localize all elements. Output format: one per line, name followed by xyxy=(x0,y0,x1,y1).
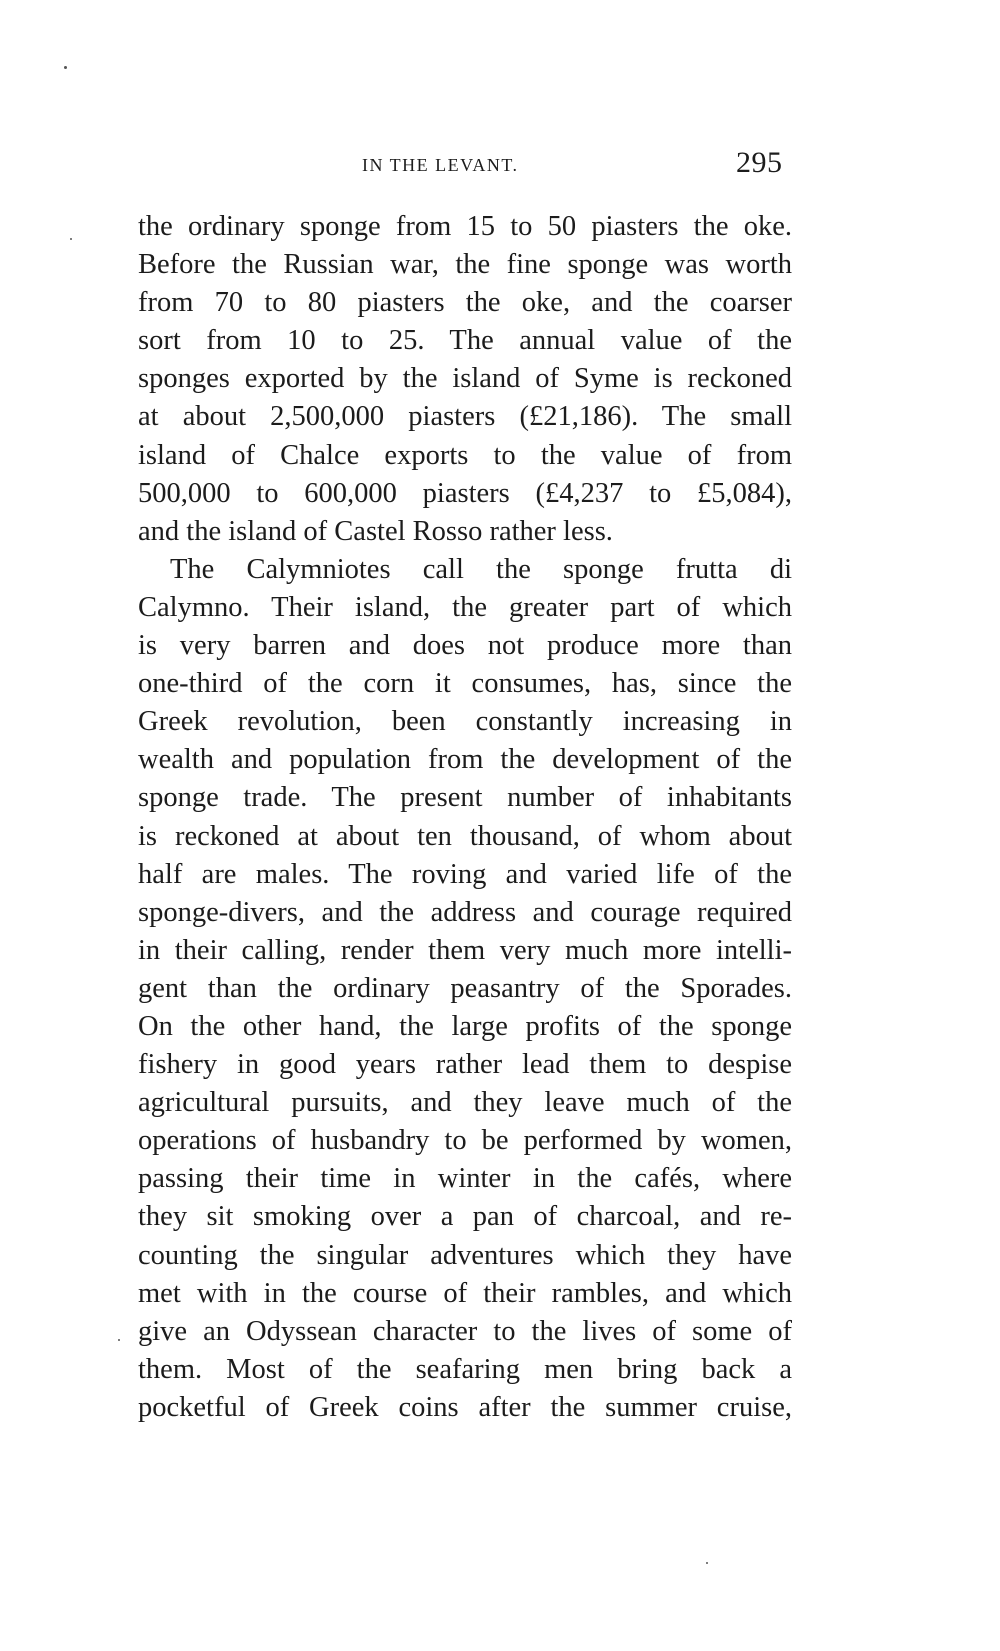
text-line: met with in the course of their rambles, and which xyxy=(138,1277,792,1309)
text-line: wealth and population from the development of the xyxy=(138,744,792,776)
text-line: sort from 10 to 25. The annual value of the xyxy=(138,325,792,357)
text-line: and the island of Castel Rosso rather less. xyxy=(138,515,613,547)
paper-speck xyxy=(70,238,72,240)
text-line: they sit smoking over a pan of charcoal, and re- xyxy=(138,1201,792,1233)
text-line: at about 2,500,000 piasters (£21,186). The small xyxy=(138,401,792,433)
text-line: counting the singular adventures which they have xyxy=(138,1239,792,1271)
text-line: the ordinary sponge from 15 to 50 piasters the oke. xyxy=(138,211,792,242)
paper-speck xyxy=(706,1562,708,1564)
text-line: is reckoned at about ten thousand, of whom about xyxy=(138,820,792,852)
text-line: Greek revolution, been constantly increasing in xyxy=(138,706,792,738)
paragraph-1 xyxy=(138,208,792,551)
text-line: operations of husbandry to be performed by women, xyxy=(138,1125,792,1157)
text-line: 500,000 to 600,000 piasters (£4,237 to £5,084), xyxy=(138,477,792,509)
text-line: half are males. The roving and varied life of the xyxy=(138,858,792,890)
text-line: from 70 to 80 piasters the oke, and the coarser xyxy=(138,287,792,319)
text-line: The Calymniotes call the sponge frutta di xyxy=(170,553,792,585)
text-line: fishery in good years rather lead them to despise xyxy=(138,1049,792,1081)
text-line: On the other hand, the large profits of the sponge xyxy=(138,1010,792,1042)
text-line: give an Odyssean character to the lives of some of xyxy=(138,1315,792,1347)
paper-speck xyxy=(64,66,67,69)
text-line: Calymno. Their island, the greater part of which xyxy=(138,591,792,623)
text-line: pocketful of Greek coins after the summer cruise, xyxy=(138,1391,792,1423)
text-line: gent than the ordinary peasantry of the Sporades. xyxy=(138,972,792,1004)
text-line: Before the Russian war, the fine sponge was worth xyxy=(138,249,792,281)
text-line: one-third of the corn it consumes, has, since the xyxy=(138,668,792,700)
text-line: sponges exported by the island of Syme is reckoned xyxy=(138,363,792,395)
text-line: passing their time in winter in the cafés, where xyxy=(138,1163,792,1195)
text-line: agricultural pursuits, and they leave much of the xyxy=(138,1087,792,1119)
paper-speck xyxy=(118,1339,120,1341)
text-line: them. Most of the seafaring men bring back a xyxy=(138,1353,792,1385)
body-text xyxy=(138,208,792,1427)
text-line: in their calling, render them very much more intelli- xyxy=(138,934,792,966)
text-line: island of Chalce exports to the value of from xyxy=(138,439,792,471)
text-line: sponge trade. The present number of inhabitants xyxy=(138,782,792,814)
paragraph-2 xyxy=(138,551,792,1427)
running-head: IN THE LEVANT. xyxy=(362,155,519,175)
page-number: 295 xyxy=(736,146,783,179)
text-line: is very barren and does not produce more than xyxy=(138,630,792,662)
text-line: sponge-divers, and the address and courage required xyxy=(138,896,792,928)
